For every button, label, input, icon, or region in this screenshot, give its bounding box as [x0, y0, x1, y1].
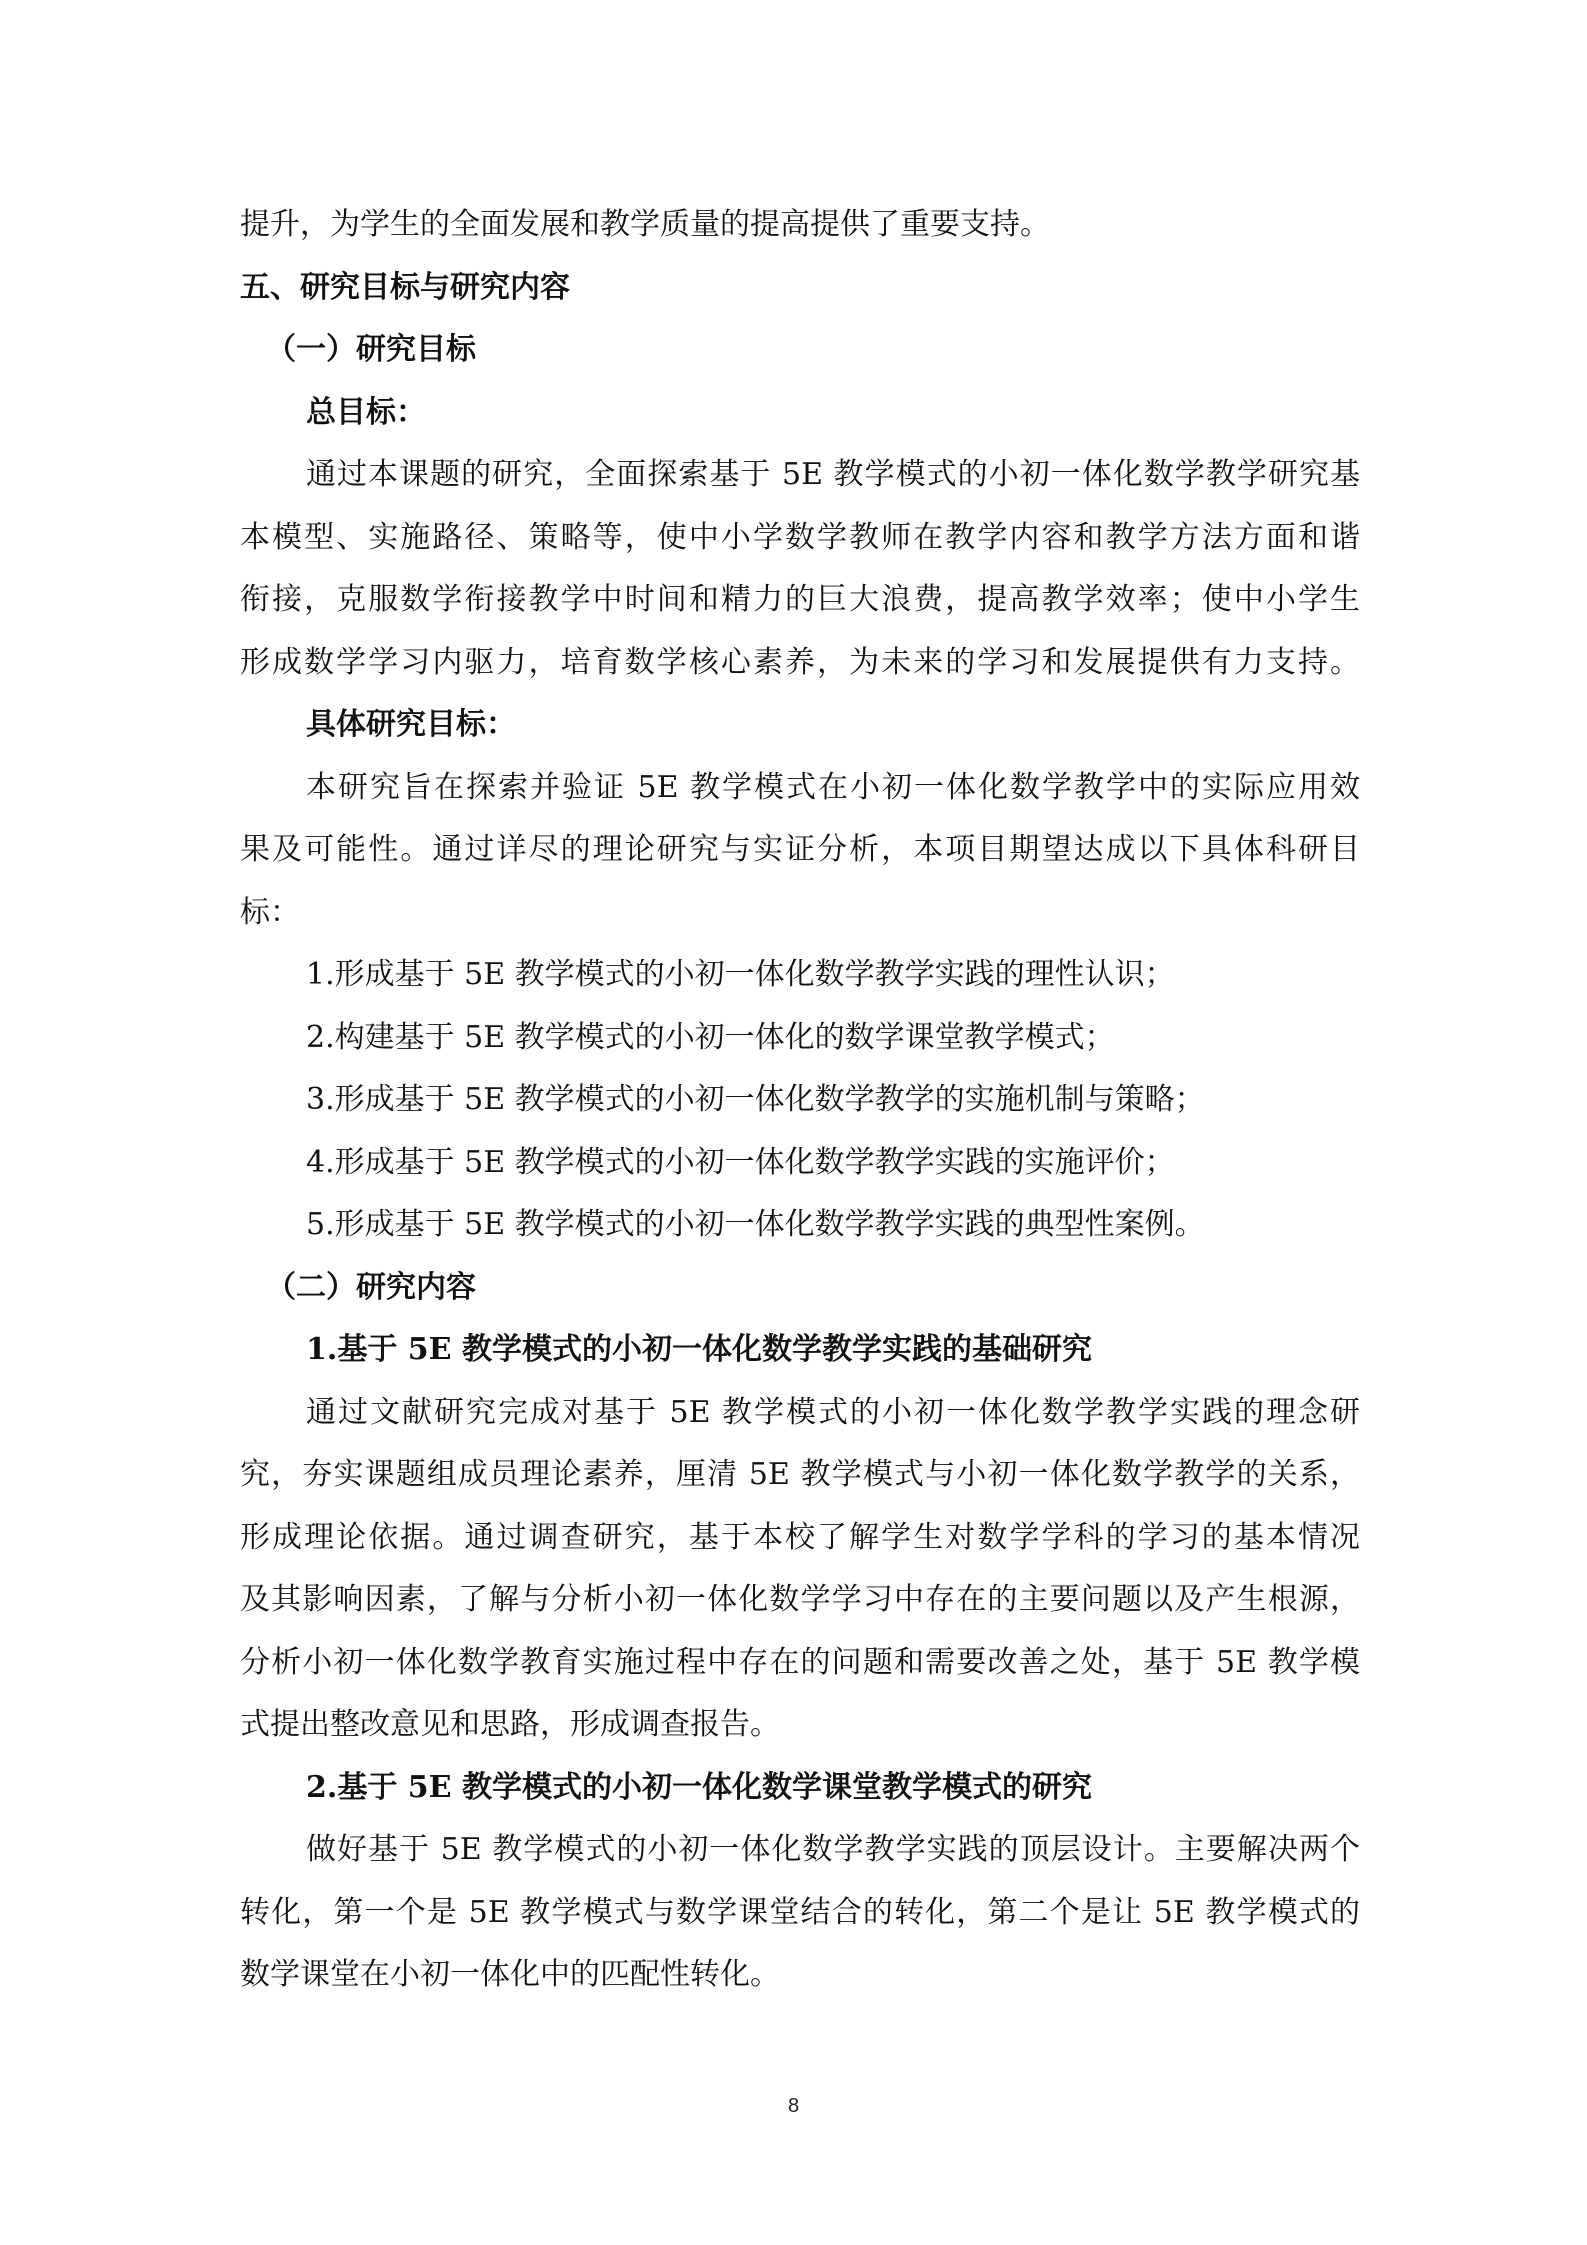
list-item: 3.形成基于 5E 教学模式的小初一体化数学教学的实施机制与策略； — [306, 1082, 1205, 1117]
paragraph-line: 转化，第一个是 5E 教学模式与数学课堂结合的转化，第二个是让 5E 教学模式的 — [240, 1895, 1360, 1930]
content-heading: 1.基于 5E 教学模式的小初一体化数学教学实践的基础研究 — [306, 1332, 1092, 1367]
list-item: 2.构建基于 5E 教学模式的小初一体化的数学课堂教学模式； — [306, 1020, 1115, 1055]
subsection-heading: （二）研究内容 — [266, 1270, 476, 1305]
paragraph-line: 本研究旨在探索并验证 5E 教学模式在小初一体化数学教学中的实际应用效 — [306, 770, 1360, 805]
paragraph-line: 究，夯实课题组成员理论素养，厘清 5E 教学模式与小初一体化数学教学的关系， — [240, 1457, 1360, 1492]
paragraph-line: 数学课堂在小初一体化中的匹配性转化。 — [240, 1957, 780, 1992]
subsection-heading: （一）研究目标 — [266, 332, 476, 367]
paragraph-line: 衔接，克服数学衔接教学中时间和精力的巨大浪费，提高教学效率；使中小学生 — [240, 582, 1360, 617]
paragraph-line: 形成数学学习内驱力，培育数学核心素养，为未来的学习和发展提供有力支持。 — [240, 645, 1360, 680]
page-number: 8 — [787, 2095, 800, 2117]
paragraph-line: 做好基于 5E 教学模式的小初一体化数学教学实践的顶层设计。主要解决两个 — [306, 1832, 1360, 1867]
content-heading: 2.基于 5E 教学模式的小初一体化数学课堂教学模式的研究 — [306, 1770, 1092, 1805]
section-heading: 五、研究目标与研究内容 — [240, 270, 570, 305]
paragraph-line: 通过文献研究完成对基于 5E 教学模式的小初一体化数学教学实践的理念研 — [306, 1395, 1360, 1430]
paragraph-line: 标： — [240, 895, 300, 930]
subheading-overall-goal: 总目标： — [306, 395, 426, 430]
paragraph-line: 本模型、实施路径、策略等，使中小学数学教师在教学内容和教学方法方面和谐 — [240, 520, 1360, 555]
paragraph-line: 果及可能性。通过详尽的理论研究与实证分析，本项目期望达成以下具体科研目 — [240, 832, 1360, 867]
subheading-specific-goals: 具体研究目标： — [306, 707, 516, 742]
paragraph-line: 形成理论依据。通过调查研究，基于本校了解学生对数学学科的学习的基本情况 — [240, 1520, 1360, 1555]
paragraph-line: 通过本课题的研究，全面探索基于 5E 教学模式的小初一体化数学教学研究基 — [306, 457, 1360, 492]
paragraph-line: 分析小初一体化数学教育实施过程中存在的问题和需要改善之处，基于 5E 教学模 — [240, 1645, 1360, 1680]
list-item: 4.形成基于 5E 教学模式的小初一体化数学教学实践的实施评价； — [306, 1145, 1175, 1180]
list-item: 5.形成基于 5E 教学模式的小初一体化数学教学实践的典型性案例。 — [306, 1207, 1205, 1242]
paragraph-line: 及其影响因素，了解与分析小初一体化数学学习中存在的主要问题以及产生根源， — [240, 1582, 1360, 1617]
paragraph-line: 提升，为学生的全面发展和教学质量的提高提供了重要支持。 — [240, 207, 1050, 242]
paragraph-line: 式提出整改意见和思路，形成调查报告。 — [240, 1707, 780, 1742]
list-item: 1.形成基于 5E 教学模式的小初一体化数学教学实践的理性认识； — [306, 957, 1175, 992]
